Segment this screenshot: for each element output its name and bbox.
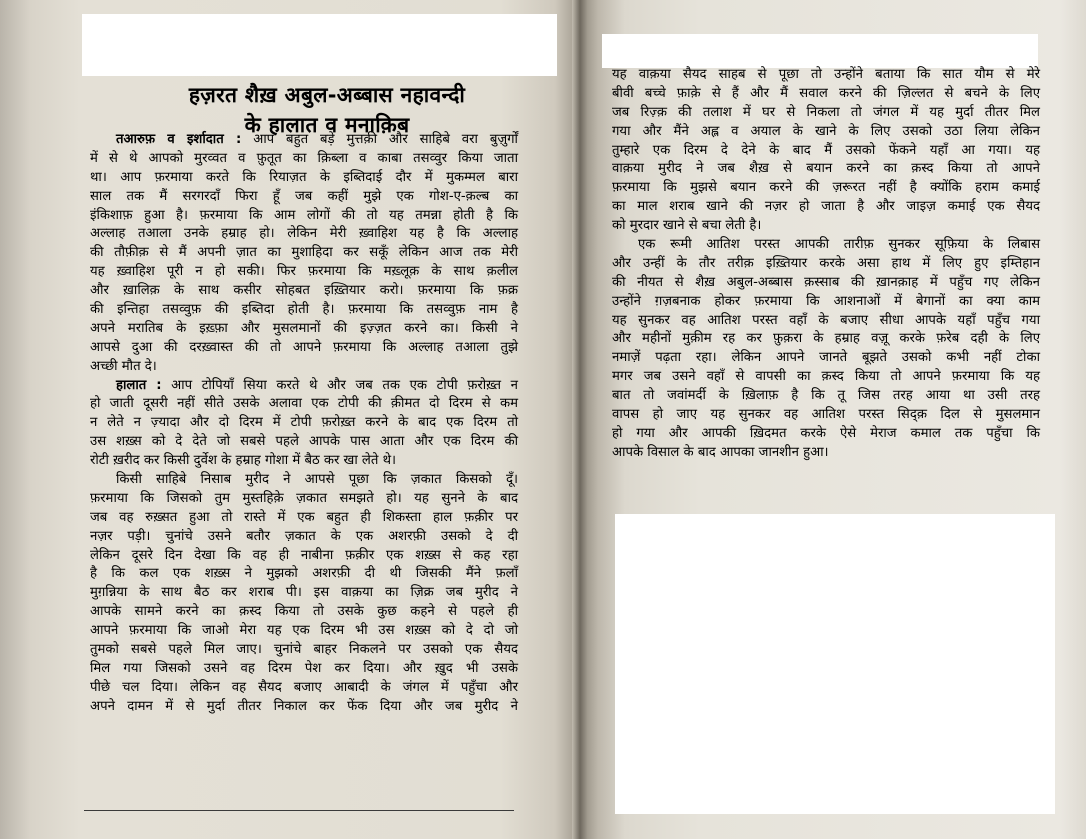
text-line: तुम्हारे एक दिरम दे देने के बाद मैं उसको फेंकने यहाँ आ गया। यह (612, 142, 1040, 158)
text-line: वाक़या मुरीद ने जब शैख़ से बयान करने का क़स्द किया तो आपने (612, 161, 1040, 177)
text-line: में से थे आपको मुरव्वत व फ़ुतूत का क़िब्ला व काबा तसव्वुर किया जाता (90, 150, 518, 166)
text-line: को मुरदार खाने से बचा लेती है। (612, 218, 762, 234)
text-line: था। आप फ़रमाया करते कि रियाज़त के इब्तिदाई दौर में मुकम्मल बारा (90, 169, 518, 185)
text-line: का माल शराब खाने की नज़र हो जाता है और जाइज़ कमाई एक सैयद (612, 199, 1040, 215)
text-line: यह वाक़या सैयद साहब से पूछा तो उन्होंने बताया कि सात यौम से मेरे (612, 67, 1040, 82)
text-line: मुग़न्निया के साथ बैठ कर शराब पी। इस वाक़या का ज़िक्र जब मुरीद ने (90, 585, 518, 601)
text-line: की नीयत से शैख़ अबुल-अब्बास क़स्साब की ख़ानक़ाह में पहुँच गए लेकिन (612, 274, 1040, 290)
text-line: रोटी ख़रीद कर किसी दुर्वेश के हम्राह गोशा में बैठ कर खा लेते थे। (90, 453, 397, 469)
text-line: और उन्हीं के तौर तरीक़ इख़्तियार करके असा हाथ में लिए हुए इम्तिहान (612, 255, 1040, 271)
text-line: जब रिज़्क़ की तलाश में घर से निकला तो जंगल में यह मुर्दा तीतर मिल (612, 104, 1040, 120)
text-line: आपसे दुआ की दरख़्वास्त की तो आपने फ़रमाया कि अल्लाह तआला तुझे (90, 339, 518, 355)
text-line: इंकिशाफ़ हुआ है। फ़रमाया कि आम लोगों की तो यह तमन्ना होती है कि (90, 207, 518, 223)
text-line: मिल गया जिसको उसने वह दिरम पेश कर दिया। और ख़ुद भी उसके (90, 660, 518, 676)
text-line: पीछे चल दिया। लेकिन वह सैयद बजाए आबादी के जंगल में पहुँचा और (90, 679, 518, 695)
redaction-box-top-left (82, 14, 557, 76)
text-line: लेकिन दूसरे दिन देखा कि वह ही नाबीना फ़क़ीर एक शख़्स से कह रहा (90, 547, 518, 563)
text-line: एक रूमी आतिश परस्त आपकी तारीफ़ सुनकर सूफ़िया के लिबास (638, 237, 1040, 253)
text-line: अच्छी मौत दे। (90, 358, 157, 374)
text-line: नज़र पड़ी। चुनांचे उसने बतौर ज़कात के एक अशरफ़ी उसको दे दी (90, 528, 518, 544)
text-line: हो जाती दूसरी नहीं सीते उसके अलावा एक टोपी की क़ीमत दो दिरम से कम (90, 396, 518, 412)
text-line: की इन्तिहा तसव्वुफ़ की इब्तिदा होती है। फ़रमाया कि तसव्वुफ़ नाम है (90, 302, 518, 318)
text-line: मगर जब उसने वहाँ से वापसी का क़स्द किया तो आपने फ़रमाया कि यह (612, 369, 1040, 385)
redaction-box-bottom-right (615, 514, 1055, 814)
text-line: जब वह रुख़्सत हुआ तो रास्ते में एक बहुत ही शिकस्ता हाल फ़क़ीर पर (90, 509, 518, 525)
chapter-title-line2: के हालात व मनाक़िब (244, 113, 410, 137)
chapter-title-line1: हज़रत शैख़ अबुल-अब्बास नहावन्दी (188, 83, 466, 107)
text-line: फ़रमाया कि मुझसे बयान करने की ज़रूरत नहीं है क्योंकि हराम कमाई (612, 180, 1040, 196)
text-line: की तौफ़ीक़ से मैं अपनी ज़ात का मुशाहिदा कर सकूँ लेकिन आज तक मेरी (90, 245, 518, 261)
text-line: उस शख़्स को दे देते जो सबसे पहले आपके पास आता और एक दिरम की (90, 434, 518, 450)
text-line: हो गया और आपकी ख़िदमत करके ऐसे मेराज कमाल तक पहुँचा कि (612, 425, 1040, 441)
text-line: बात तो जवांमर्दी के ख़िलाफ़ है कि तू जिस तरह आया था उसी तरह (612, 388, 1040, 404)
text-line: बीवी बच्चे फ़ाक़े से हैं और मैं सवाल करने की ज़िल्लत से बचने के लिए (612, 85, 1040, 101)
text-line: अपने मरातिब के इख़्फ़ा और मुसलमानों की इज़्ज़त करने का। किसी ने (90, 320, 518, 336)
text-line: यह ख़्वाहिश पूरी न हो सकी। फिर फ़रमाया कि मख़्लूक़ के साथ क़लील (90, 264, 518, 280)
text-line: अपने दामन में से मुर्दा तीतर निकाल कर फेंक दिया और जब मुरीद ने (90, 698, 518, 714)
right-page-text (612, 66, 1040, 463)
text-line: किसी साहिबे निसाब मुरीद ने आपसे पूछा कि ज़कात किसको दूँ। (116, 472, 518, 488)
section-heading: हालात : (116, 377, 162, 393)
book-spine (572, 0, 588, 839)
text-line: न लेते न ज़्यादा और दो दिरम में टोपी फ़रोख़्त करने के बाद एक दिरम तो (90, 415, 518, 431)
text-line: साल तक मैं सरगरदाँ फिरा हूँ जब कहीं मुझे एक गोश-ए-क़ल्ब का (90, 188, 518, 204)
bottom-rule (84, 810, 514, 811)
text-line: फ़रमाया कि जिसको तुम मुस्तहिक़े ज़कात समझते हो। यह सुनने के बाद (90, 490, 518, 506)
text-line: तुमको सबसे पहले मिल जाए। चुनांचे बाहर निकलने पर उसको एक सैयद (90, 642, 518, 658)
text-line: और महीनों मुक़ीम रह कर फ़ुक़रा के हम्राह वज़ू करके फ़रेब दही के लिए (612, 331, 1040, 347)
text-line: तआरुफ़ व इर्शादात : आप बहुत बड़े मुत्तक़ी और साहिबे वरा बुज़ुर्गों (116, 132, 518, 147)
text-line: गया और मैंने अह्ल व अयाल के खाने के लिए उसको उठा लिया लेकिन (612, 123, 1040, 139)
left-page-text (90, 131, 518, 717)
redaction-box-top-right (602, 34, 1038, 68)
text-line: और ख़ालिक़ के साथ कसीर सोहबत इख़्तियार करो। फ़रमाया कि फ़क्र (90, 283, 518, 299)
text-line: अल्लाह तआला उनके हम्राह हो। लेकिन मेरी ख़्वाहिश यह है कि अल्लाह (90, 226, 518, 242)
text-line: आपने फ़रमाया कि जाओ मेरा यह एक दिरम भी उस शख़्स को दे दो जो (90, 623, 518, 639)
text-line: हालात : आप टोपियाँ सिया करते थे और जब तक एक टोपी फ़रोख़्त न (116, 377, 518, 393)
text-line: नमाज़ें पढ़ता रहा। लेकिन आपने जानते बूझते उसको कभी नहीं टोका (612, 350, 1040, 366)
section-heading: तआरुफ़ व इर्शादात : (116, 132, 242, 147)
text-line: वापस हो जाए यह सुनकर वह आतिश परस्त सिद्क़ दिल से मुसलमान (612, 407, 1040, 423)
text-line: आपके सामने करने का क़स्द किया तो उसके कुछ कहने से पहले ही (90, 604, 518, 620)
text-line: उन्होंने ग़ज़बनाक होकर फ़रमाया कि आशनाओं में बेगानों का क्या काम (612, 293, 1040, 309)
text-line: आपके विसाल के बाद आपका जानशीन हुआ। (612, 444, 829, 460)
text-line: है कि कल एक शख़्स ने मुझको अशरफ़ी दी थी जिसकी मैंने फ़लाँ (90, 566, 518, 582)
text-line: यह सुनकर वह आतिश परस्त वहाँ के बजाए सीधा आपके यहाँ पहुँच गया (612, 312, 1040, 328)
